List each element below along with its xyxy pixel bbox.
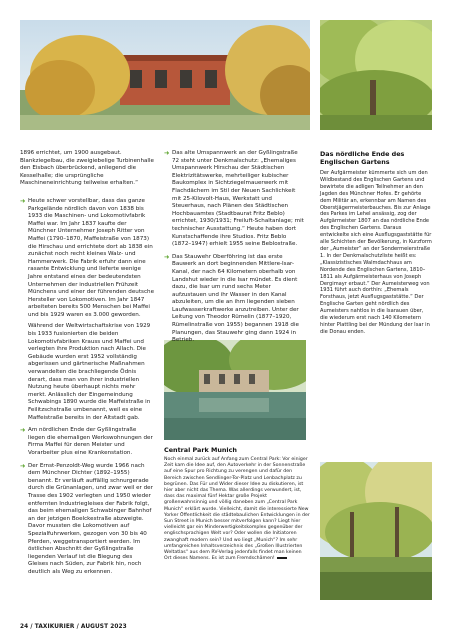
end-mark	[277, 557, 287, 559]
section-heading-englischer-garten: Das nördliche Ende des Englischen Gartens	[320, 150, 405, 166]
arrow-right-icon: ➜	[20, 461, 26, 470]
arrow-right-icon: ➜	[20, 426, 26, 435]
bullet-penzoldt-weg	[20, 463, 154, 577]
intro-paragraph: 1896 errichtet, um 1900 ausgebaut. Blankziegelbau, die zweigiebelige Turbinenhalle den Eisbach überbrückend, anliegend die Kesselhalle; die ursprüngliche Maschineneinrichtung teilweise erhalten.“	[20, 150, 154, 187]
bullet-werkswohnungen-text: Am nördlichen Ende der Gyßlingstraße liegen die ehemaligen Werkswohnungen der Firma Maffei für deren Meister und Vorarbeiter plus eine Krankenstation.	[28, 427, 153, 456]
central-park-text: Noch einmal zurück auf Anfang zum Central Park: Vor einiger Zeit kam die Idee auf, den Autoverkehr in der Sonnenstraße auf eine Spur pro Richtung zu verengen und dafür den Bereich zwischen Sendlinger-Tor-Platz und Lenbachplatz zu begrünen. Das Für und Wider dieser Idee zu diskutieren, ist hier aber nicht das Thema. Was allerdings verwundert, ist, dass das maximal fünf Hektar große Projekt großenwahnsinnig und völlig daneben zum „Central Park Munich“ erklärt wurde. Vielleicht, damit die interessierte New Yorker Öffentlichkeit die städtebaulichen Entwicklungen in der Sun Street in Munich besser mitverfolgen kann? Liegt hier vielleicht gar ein Minderwertigkeitskomplex gegenüber der englischsprachigen Welt vor? Oder wollen die Initiatoren zwanghaft modern sein? Und wo liegt „Munich“? Im sehr umfangreichen Inhaltsverzeichnis des „Großen Illustrierten Weltatlas“ aus dem RV-Verlag jedenfalls findet man keinen Ort dieses Namens. Es ist zum Fremdschämen!	[164, 457, 310, 562]
englischer-garten-text: Der Aufgärmeister kümmerte sich um den Wildbestand des Englischen Gartens und bewirtete die adligen Teilnehmer an den Jagden des Münchner Hofes. Er gehörte dem Militär an, erkennbar am Namen des Oberstjägermeisterbauches. Bis zur Anlage des Parkes im Lehel ansässig, zog der Aufgärmeister 1807 an das nördliche Ende des Englischen Gartens. Daraus entwickelte sich eine Ausflugsgaststätte für alle Schichten der Bevölkerung, in Kurzform der „Aumeister“ an der Sondermeierstraße 1. In der Denkmalschutzliste heißt es: „Klassizistisches Walmdachhaus am Nordende des Englischen Gartens, 1810–1811 als Aufgärmeisterhaus von Joseph Dergimayr erbaut.“ Der Aumeisterweg von 1931 führt auch dorthin: „Ehemals Forsthaus, jetzt Ausflugsgaststätte.“ Der Englische Garten geht nördlich des Aumeisters nahtlos in die Isarauen über, die wiederum erst nach 140 Kilometern hinter Plattling bei der Mündung der Isar in die Donau enden.	[320, 170, 432, 335]
bullet-stauwehr-text: Das Stauwehr Oberföhring ist das erste Bauwerk an dort beginnenden Mittlere-Isar-Kanal, der nach 64 Kilometern oberhalb von Landshut wieder in die Isar mündet. Es dient dazu, die Isar um rund sechs Meter aufzustauen und ihr Wasser in den Kanal abzuleiten, um die an ihm liegenden sieben Laufwasserkraftwerke anzutreiben. Unter der Leitung von Theodor Rümelin (1877–1920, Rümelinstraße von 1955) begannen 1918 die Planungen, das Stauwehr ging dann 1924 in Betrieb.	[172, 253, 299, 344]
page-footer: 24 / TAXIKURIER / AUGUST 2023	[20, 624, 127, 630]
bullet-werkswohnungen	[20, 427, 154, 457]
bullet-maffei	[20, 198, 154, 422]
arrow-right-icon: ➜	[20, 196, 26, 205]
bullet-penzoldt-weg-text: Der Ernst-Penzoldt-Weg wurde 1966 nach dem Münchner Dichter (1892–1955) benannt. Er verläuft auffällig schnurgerade durch die Grünanlagen, und zwar weil er der Trasse des 1902 verlegten und 1950 wieder entfernten Industriegleises der Fabrik folgt, das beim ehemaligen Schwabinger Bahnhof an der jetzigen Boelckestraße abzweigte. Davor mussten die Lokomotiven auf Spezialfuhrwerken, gezogen von 30 bis 40 Pferden, weggetransportiert werden. Im östlichen Abschnitt der Gyßlingstraße liegenden Verlauf ist die Biegung des Gleises nach Süden, zur Fabrik hin, noch deutlich als Weg zu erkennen.	[28, 462, 153, 575]
column-left	[20, 150, 154, 581]
central-park-section	[164, 446, 310, 566]
section-heading-central-park: Central Park Munich	[164, 446, 237, 454]
arrow-right-icon: ➜	[164, 149, 170, 157]
photo-park-trees	[320, 20, 432, 130]
photo-umspannwerk	[20, 20, 310, 130]
bullet-umspannwerk	[164, 150, 306, 249]
bullet-maffei-text: Heute schwer vorstellbar, dass das ganze Parkgelände nördlich davon von 1838 bis 1933 die Maschinen- und Lokomotivfabrik Maffei war. Im Jahr 1837 kaufte der Münchner Unternehmer Joseph Ritter von Maffei (1790–1870, Maffeistraße von 1873) die Hirschau und errichtete dort ab 1838 ein zunächst noch recht kleines Walz- und Hammerwerk. Die Fabrik erfuhr dann eine rasante Entwicklung und lieferte wenige Jahre entstand eines der bedeutendsten Unternehmen der industriellen Frühzeit Münchens und einer der führenden deutsche Hersteller von Lokomotiven. Im Jahr 1847 arbeiteten bereits 500 Menschen bei Maffei und bis 1929 waren es 3.000 geworden.	[28, 197, 155, 318]
column-middle	[164, 150, 306, 350]
photo-englischer-garten	[320, 462, 432, 600]
arrow-right-icon: ➜	[164, 252, 170, 261]
column-right	[320, 150, 432, 340]
bullet-stauwehr	[164, 254, 306, 345]
bullet-maffei-text-2: Während der Weltwirtschaftskrise von 1929 bis 1933 fusionierten die beiden Lokomotivfabriken Krauss und Maffei und verlegten ihre Produktion nach Allach. Die Gebäude wurden erst 1952 vollständig abgerissen und gärtnerische Maßnahmen verwandelten die brachliegende Ödnis derart, dass man von ihrer industriellen Nutzung heute überhaupt nichts mehr merkt. Anlässlich der Eingemeindung Schwabings 1890 wurde die Maffeistraße in Feilitzschstraße umbenannt, weil es eine Maffeistraße bereits in der Altstadt gab.	[28, 323, 151, 421]
photo-stauwehr	[164, 340, 306, 440]
bullet-umspannwerk-text: Das alte Umspannwerk an der Gyßlingstraße 72 steht unter Denkmalschutz: „Ehemaliges Umspannwerk Hirschau der Städtischen Elektrizitätswerke, mehrteiliger kubischer Baukomplex in Sichtziegelmauerwerk mit Flachdächern im Stil der Neuen Sachlichkeit mit 25-Kilovolt-Haus, Werkstatt und Steuerhaus, nach Plänen des Städtischen Hochbauamtes (Stadtbaurat Fritz Beblo) errichtet, 1930/1931; Freiluft-Schaltanlage; mit technischer Ausstattung.“ Heute haben dort Kunstschaffende ihre Studios. Fritz Beblo (1872–1947) erhielt 1955 seine Beblostraße.	[172, 150, 304, 248]
